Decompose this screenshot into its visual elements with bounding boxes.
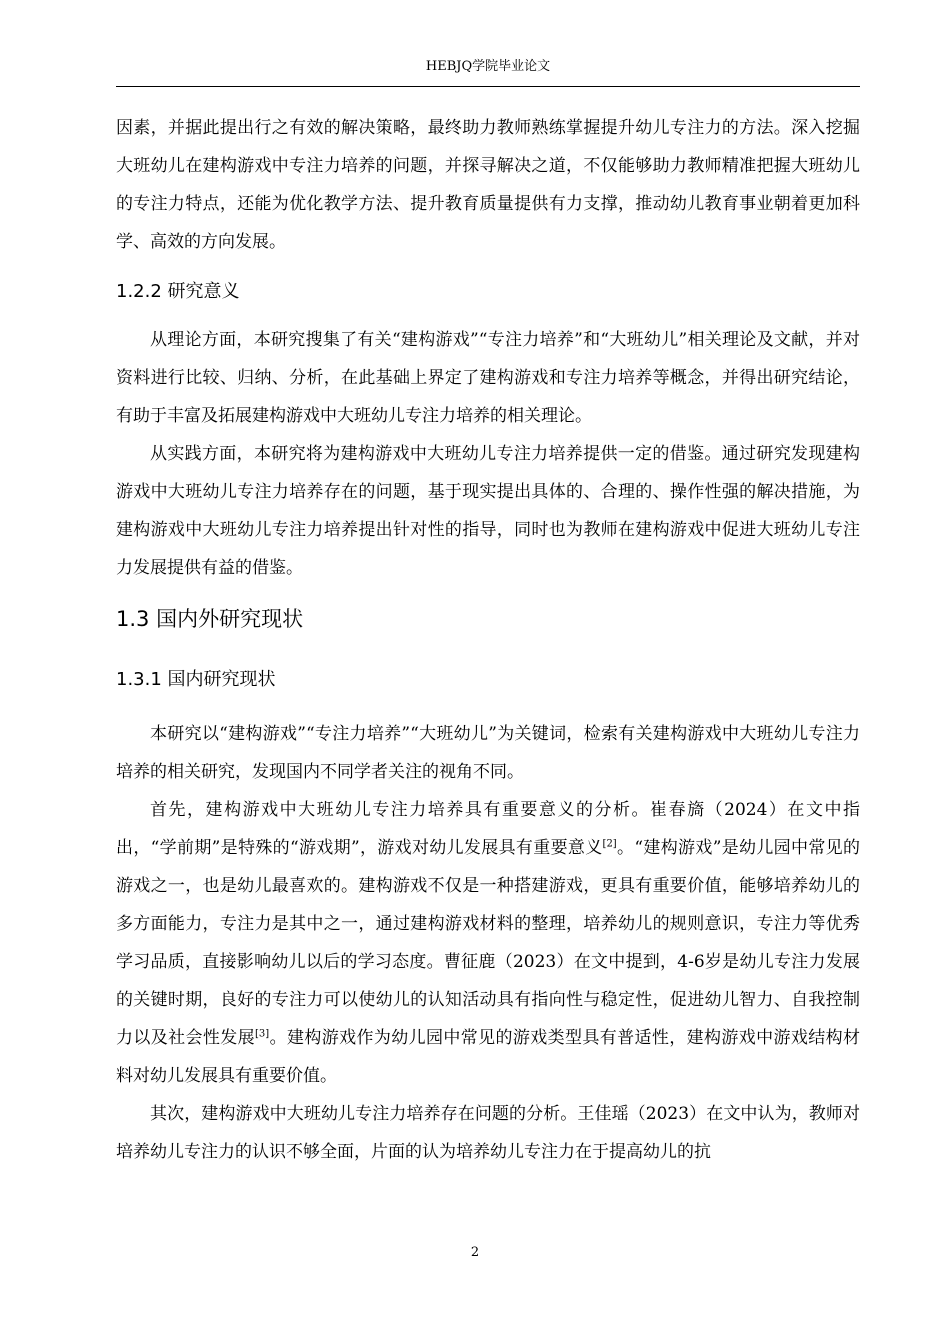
- page-number: 2: [470, 1245, 480, 1260]
- heading-1-3-1: 1.3.1 国内研究现状: [116, 669, 276, 690]
- header-title: HEBJQ学院毕业论文: [425, 59, 551, 74]
- paragraph-keywords: 本研究以“建构游戏”“专注力培养”“大班幼儿”为关键词，检索有关建构游戏中大班幼儿专注力培养的相关研究，发现国内不同学者关注的视角不同。: [116, 724, 860, 782]
- paragraph-first-part-a: 首先，建构游戏中大班幼儿专注力培养具有重要意义的分析。崔春旖（2024）在文中指出，“学前期”是特殊的“游戏期”，游戏对幼儿发展具有重要意义: [116, 800, 860, 858]
- paragraph-1: 因素，并据此提出行之有效的解决策略，最终助力教师熟练掌握提升幼儿专注力的方法。深入挖掘大班幼儿在建构游戏中专注力培养的问题，并探寻解决之道，不仅能够助力教师精准把握大班幼儿的专注力特点，还能为优化教学方法、提升教育质量提供有力支撑，推动幼儿教育事业朝着更加科学、高效的方向发展。: [116, 118, 860, 252]
- paragraph-first-part-c: 。建构游戏作为幼儿园中常见的游戏类型具有普适性，建构游戏中游戏结构材料对幼儿发展具有重要价值。: [116, 1028, 860, 1086]
- paragraph-practice: 从实践方面，本研究将为建构游戏中大班幼儿专注力培养提供一定的借鉴。通过研究发现建构游戏中大班幼儿专注力培养存在的问题，基于现实提出具体的、合理的、操作性强的解决措施，为建构游戏中大班幼儿专注力培养提出针对性的指导，同时也为教师在建构游戏中促进大班幼儿专注力发展提供有益的借鉴。: [116, 444, 860, 578]
- citation-3: [3]: [255, 1028, 270, 1040]
- heading-1-3: 1.3 国内外研究现状: [116, 607, 304, 631]
- page-content: [116, 109, 860, 1171]
- paragraph-theory: 从理论方面，本研究搜集了有关“建构游戏”“专注力培养”和“大班幼儿”相关理论及文献，并对资料进行比较、归纳、分析，在此基础上界定了建构游戏和专注力培养等概念，并得出研究结论，有助于丰富及拓展建构游戏中大班幼儿专注力培养的相关理论。: [116, 330, 860, 426]
- paragraph-second: 其次，建构游戏中大班幼儿专注力培养存在问题的分析。王佳瑶（2023）在文中认为，教师对培养幼儿专注力的认识不够全面，片面的认为培养幼儿专注力在于提高幼儿的抗: [116, 1104, 860, 1162]
- citation-2: [2]: [602, 838, 617, 850]
- paragraph-first: [116, 791, 860, 1095]
- heading-1-2-2: 1.2.2 研究意义: [116, 281, 240, 302]
- page-header: [116, 56, 860, 87]
- page-footer: [0, 1245, 950, 1260]
- paragraph-first-part-b: 。“建构游戏”是幼儿园中常见的游戏之一，也是幼儿最喜欢的。建构游戏不仅是一种搭建游戏，更具有重要价值，能够培养幼儿的多方面能力，专注力是其中之一，通过建构游戏材料的整理，培养幼儿的规则意识，专注力等优秀学习品质，直接影响幼儿以后的学习态度。曹征鹿（2023）在文中提到，4-6岁是幼儿专注力发展的关键时期，良好的专注力可以使幼儿的认知活动具有指向性与稳定性，促进幼儿智力、自我控制力以及社会性发展: [116, 838, 860, 1048]
